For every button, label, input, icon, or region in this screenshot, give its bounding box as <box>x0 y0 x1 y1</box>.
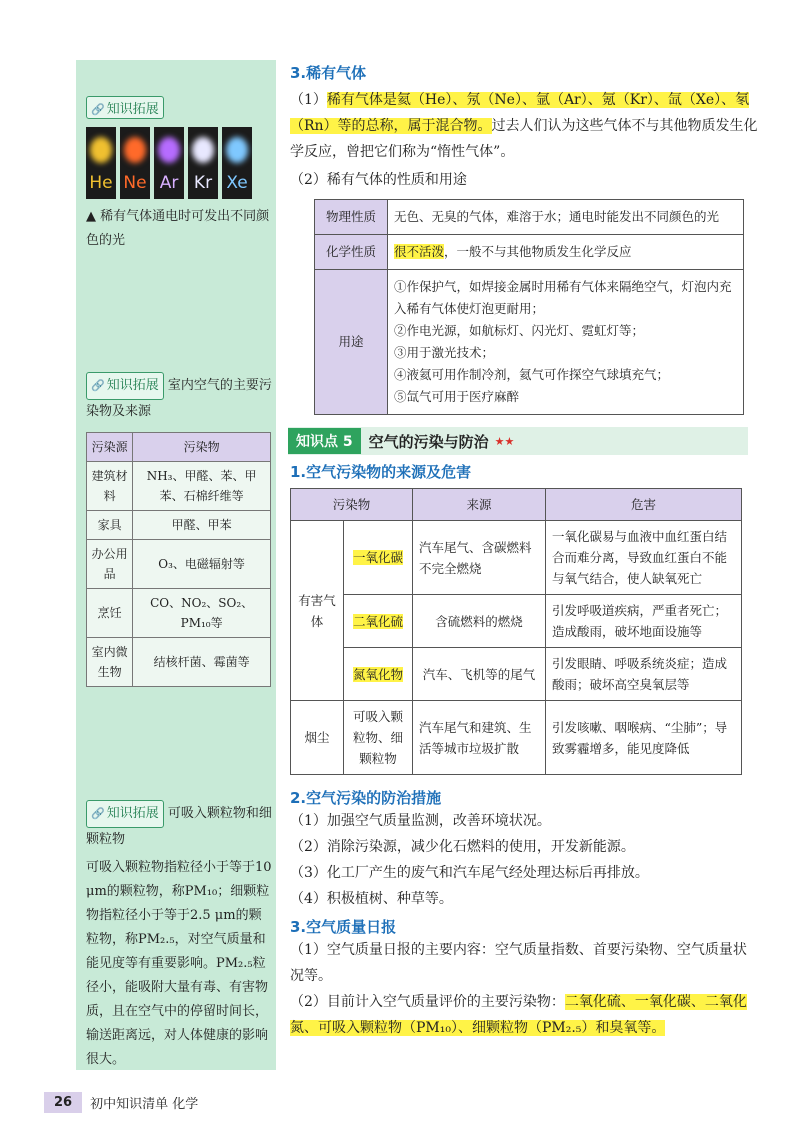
table-row: 室内微生物 结核杆菌、霉菌等 <box>87 638 271 687</box>
book-title: 初中知识清单 化学 <box>90 1097 199 1112</box>
gas-tube: Ne <box>120 127 150 199</box>
measure-item: （1）加强空气质量监测，改善环境状况。 <box>290 813 551 829</box>
knowledge-point-bar <box>288 427 748 455</box>
gas-tube: Xe <box>222 127 252 199</box>
knowledge-tag: 🔗 知识拓展 <box>86 800 164 828</box>
measure-item: （3）化工厂产生的废气和汽车尾气经处理达标后再排放。 <box>290 865 649 881</box>
link-icon: 🔗 <box>91 379 105 392</box>
gas-tube: Kr <box>188 127 218 199</box>
knowledge-extension-indoor-pollutants <box>86 372 276 687</box>
subsection-title-sources: 1.空气污染物的来源及危害 <box>290 463 472 481</box>
paragraph-noble-definition: （1）稀有气体是氦（He）、氖（Ne）、氩（Ar）、氪（Kr）、氙（Xe）、氡（Rn）等的总称，属于混合物。过去人们认为这些气体不与其他物质发生化学反应，曾把它们称为“惰性气体”。 <box>290 92 758 160</box>
link-icon: 🔗 <box>91 103 105 116</box>
highlight-text: 二氧化硫、一氧化碳、二氧化氮、可吸入颗粒物（PM₁₀）、细颗粒物（PM₂.₅）和臭氧等。 <box>290 994 747 1036</box>
gas-tube: Ar <box>154 127 184 199</box>
table-row: 化学性质 很不活泼，一般不与其他物质发生化学反应 <box>315 235 744 270</box>
table-header: 污染源 <box>87 433 133 462</box>
table-row: 二氧化硫 含硫燃料的燃烧 引发呼吸道疾病，严重者死亡；造成酸雨，破坏地面设施等 <box>291 595 742 648</box>
table-row: 有害气体 一氧化碳 汽车尾气、含碳燃料不完全燃烧 一氧化碳易与血液中血红蛋白结合而难分离，导致血红蛋白不能与氧气结合，使人缺氧死亡 <box>291 521 742 595</box>
gas-tube: He <box>86 127 116 199</box>
report-item: （2）目前计入空气质量评价的主要污染物：二氧化硫、一氧化碳、二氧化氮、可吸入颗粒物（PM₁₀）、细颗粒物（PM₂.₅）和臭氧等。 <box>290 994 747 1036</box>
indoor-pollutant-table <box>86 432 271 687</box>
noble-gas-properties-table <box>314 199 744 415</box>
photo-caption: ▲ 稀有气体通电时可发出不同颜色的光 <box>86 209 270 248</box>
measure-item: （2）消除污染源，减少化石燃料的使用，开发新能源。 <box>290 839 635 855</box>
main-content <box>290 62 760 1041</box>
highlight-text: 稀有气体是氦（He）、氖（Ne）、氩（Ar）、氪（Kr）、氙（Xe）、氡（Rn）等的总称，属于混合物。 <box>290 92 750 134</box>
knowledge-point-title: 空气的污染与防治 <box>368 432 489 451</box>
page-footer <box>44 1092 198 1113</box>
particulate-text: 可吸入颗粒物指粒径小于等于10 μm的颗粒物，称PM₁₀；细颗粒物指粒径小于等于2.5 μm的颗粒物，称PM₂.₅，对空气质量和能见度等有重要影响。PM₂.₅粒径小，能吸附大量有毒、有害物质，且在空气中的停留时间长，输送距离远，对人体健康的影响很大。 <box>86 860 272 1067</box>
noble-gas-photo-strip <box>86 127 276 199</box>
table-row: 家具 甲醛、甲苯 <box>87 511 271 540</box>
table-row: 烹饪 CO、NO₂、SO₂、PM₁₀等 <box>87 589 271 638</box>
knowledge-point-tag: 知识点 5 <box>288 428 361 454</box>
page-number: 26 <box>44 1092 82 1113</box>
table-row: 建筑材料 NH₃、甲醛、苯、甲苯、石棉纤维等 <box>87 462 271 511</box>
table-row: 用途 ①作保护气，如焊接金属时用稀有气体来隔绝空气，灯泡内充入稀有气体使灯泡更耐用； ②作电光源，如航标灯、闪光灯、霓虹灯等； ③用于激光技术； ④液氦可用作制冷剂，氦气可作探空气球填充气； ⑤氙气可用于医疗麻醉 <box>315 270 744 415</box>
table-header: 污染物 <box>291 489 413 521</box>
paragraph-properties-heading: （2）稀有气体的性质和用途 <box>290 172 467 188</box>
table-header: 危害 <box>546 489 742 521</box>
star-icon: ★★ <box>494 434 515 448</box>
knowledge-extension-noble-gases <box>86 96 276 253</box>
table-header: 来源 <box>413 489 546 521</box>
table-row: 烟尘 可吸入颗粒物、细颗粒物 汽车尾气和建筑、生活等城市垃圾扩散 引发咳嗽、咽喉病、“尘肺”；导致雾霾增多，能见度降低 <box>291 701 742 775</box>
report-item: （1）空气质量日报的主要内容：空气质量指数、首要污染物、空气质量状况等。 <box>290 942 747 984</box>
subsection-title-daily-report: 3.空气质量日报 <box>290 918 397 936</box>
box-title: 可吸入颗粒物和细颗粒物 <box>86 806 272 847</box>
table-row: 物理性质 无色、无臭的气体，难溶于水；通电时能发出不同颜色的光 <box>315 200 744 235</box>
box-title: 室内空气的主要污染物及来源 <box>86 378 272 419</box>
subsection-title-measures: 2.空气污染的防治措施 <box>290 789 442 807</box>
knowledge-tag: 🔗 知识拓展 <box>86 372 164 400</box>
table-header: 污染物 <box>133 433 271 462</box>
link-icon: 🔗 <box>91 807 105 820</box>
knowledge-extension-particulates <box>86 800 274 1072</box>
table-row: 氮氧化物 汽车、飞机等的尾气 引发眼睛、呼吸系统炎症；造成酸雨；破坏高空臭氧层等 <box>291 648 742 701</box>
measure-item: （4）积极植树、种草等。 <box>290 891 453 907</box>
highlight-text: 很不活泼 <box>394 244 445 259</box>
knowledge-tag: 🔗 知识拓展 <box>86 96 164 119</box>
air-pollutant-table <box>290 488 742 775</box>
section-title-noble-gases: 3.稀有气体 <box>290 64 367 82</box>
table-row: 办公用品 O₃、电磁辐射等 <box>87 540 271 589</box>
